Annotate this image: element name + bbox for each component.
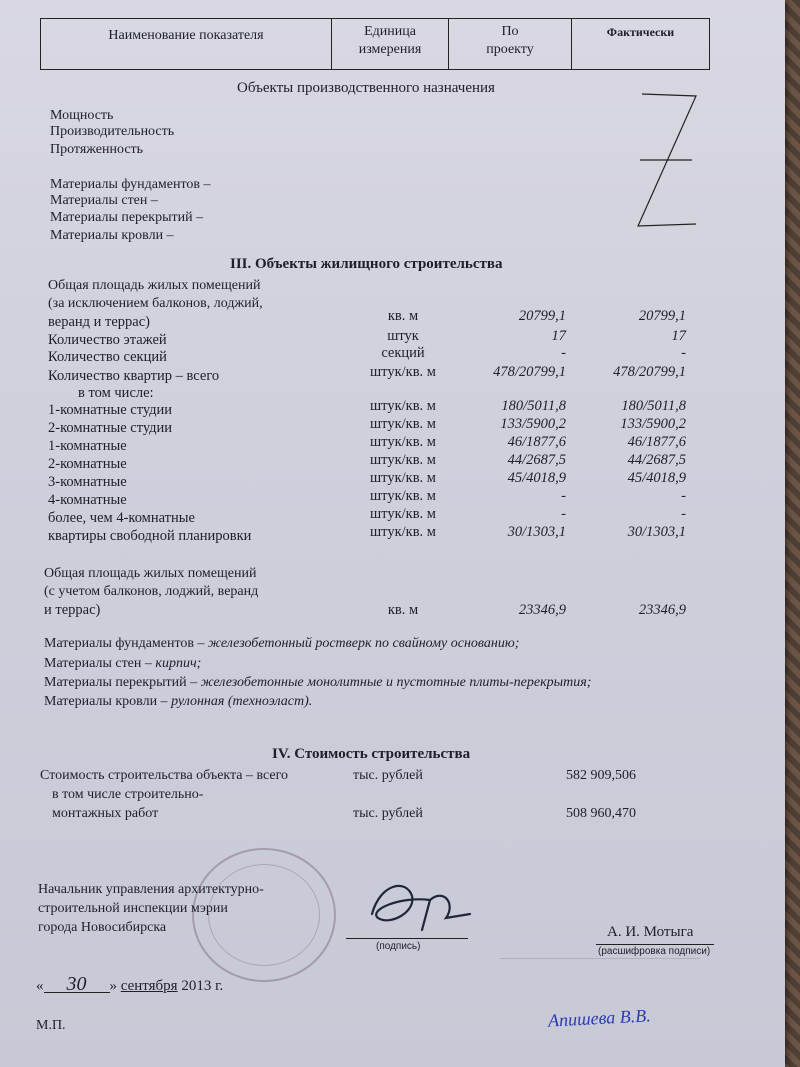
row-unit: штук/кв. м <box>370 398 436 414</box>
signature-caption: (подпись) <box>376 941 421 952</box>
row-unit: штук/кв. м <box>370 364 436 380</box>
signer-position-1: Начальник управления архитектурно- <box>38 882 264 897</box>
name-caption: (расшифровка подписи) <box>598 946 711 957</box>
housing-total-label-1: Общая площадь жилых помещений <box>44 566 257 581</box>
row-label: Количество секций <box>48 349 167 365</box>
row-fact: - <box>681 506 686 522</box>
header-col-proj-line1: По <box>501 24 519 39</box>
row-label: 2-комнатные <box>48 456 127 472</box>
cost-total-unit: тыс. рублей <box>353 768 423 783</box>
housing-area-label-3: веранд и террас) <box>48 314 151 330</box>
housing-area-proj: 20799,1 <box>518 308 566 324</box>
row-unit: штук/кв. м <box>370 488 436 504</box>
mat-roof-value: рулонная (техноэласт). <box>171 694 313 709</box>
mat-floors-label: Материалы перекрытий – <box>44 675 198 690</box>
row-fact: 133/5900,2 <box>620 416 686 432</box>
header-col-proj <box>449 19 572 69</box>
cost-total-value: 582 909,506 <box>566 768 636 783</box>
row-proj: 46/1877,6 <box>507 434 566 450</box>
row-fact: 44/2687,5 <box>627 452 686 468</box>
date-close-quote: » <box>109 978 117 994</box>
industrial-item-productivity: Производительность <box>50 124 175 139</box>
housing-area-fact: 20799,1 <box>638 308 686 324</box>
mat-roof-line <box>44 694 312 710</box>
z-strikeout-mark <box>630 88 700 230</box>
header-col-proj-line2: проекту <box>486 42 534 57</box>
row-proj: 180/5011,8 <box>501 398 566 414</box>
handwritten-signature <box>360 874 480 944</box>
row-unit: секций <box>381 345 425 361</box>
mat-floors-value: железобетонные монолитные и пустотные плиты-перекрытия; <box>200 675 592 690</box>
header-col-fact: Фактически <box>606 25 675 39</box>
cost-title: IV. Стоимость строительства <box>272 746 471 762</box>
mat-foundation-line <box>44 636 519 652</box>
header-col-name: Наименование показателя <box>41 19 332 69</box>
row-label: 3-комнатные <box>48 474 127 490</box>
row-unit: штук/кв. м <box>370 506 436 522</box>
mat-floors-line <box>44 675 591 691</box>
housing-total-proj: 23346,9 <box>518 602 566 618</box>
name-line <box>596 944 714 945</box>
row-unit: штук <box>387 328 419 344</box>
housing-total-fact: 23346,9 <box>638 602 686 618</box>
industrial-materials-walls: Материалы стен – <box>50 193 158 208</box>
cost-sub-label-2: монтажных работ <box>52 806 159 821</box>
row-fact: 180/5011,8 <box>621 398 686 414</box>
mat-foundation-value: железобетонный ростверк по свайному основанию; <box>208 636 520 651</box>
signature-line <box>346 938 468 939</box>
cost-sub-unit: тыс. рублей <box>353 806 423 821</box>
row-label: более, чем 4-комнатные <box>48 510 195 526</box>
row-proj: 45/4018,9 <box>507 470 566 486</box>
row-fact: 17 <box>671 328 686 344</box>
row-label: квартиры свободной планировки <box>48 528 252 544</box>
seal-place-mp: М.П. <box>36 1018 66 1033</box>
row-proj: 478/20799,1 <box>493 364 566 380</box>
date-year: 2013 г. <box>181 978 224 994</box>
table-row <box>0 364 785 386</box>
faint-stamp-imprint <box>500 958 700 1005</box>
header-col-unit <box>332 19 449 69</box>
housing-title: III. Объекты жилищного строительства <box>230 256 503 272</box>
row-label: 1-комнатные <box>48 438 127 454</box>
housing-area-unit: кв. м <box>387 308 419 324</box>
row-unit: штук/кв. м <box>370 452 436 468</box>
row-label: Количество этажей <box>48 332 167 348</box>
row-label: 2-комнатные студии <box>48 420 173 436</box>
row-label: 1-комнатные студии <box>48 402 173 418</box>
date-open-quote: « <box>36 978 44 994</box>
industrial-item-length: Протяженность <box>50 142 144 157</box>
row-proj: 44/2687,5 <box>507 452 566 468</box>
housing-total-label-2: (с учетом балконов, лоджий, веранд <box>44 584 259 599</box>
row-proj: - <box>561 345 566 361</box>
row-fact: 30/1303,1 <box>627 524 686 540</box>
mat-walls-line <box>44 656 201 672</box>
row-proj: - <box>561 488 566 504</box>
mat-walls-value: кирпич; <box>155 656 202 671</box>
cost-sub-label-1: в том числе строительно- <box>52 787 204 802</box>
row-unit: штук/кв. м <box>370 416 436 432</box>
row-label: в том числе: <box>78 385 154 401</box>
row-fact: 45/4018,9 <box>627 470 686 486</box>
row-label: 4-комнатные <box>48 492 127 508</box>
header-table <box>40 18 710 70</box>
row-proj: 30/1303,1 <box>507 524 566 540</box>
industrial-title: Объекты производственного назначения <box>237 80 495 96</box>
housing-total-label-3: и террас) <box>44 602 101 618</box>
row-fact: - <box>681 345 686 361</box>
header-col-unit-line2: измерения <box>358 42 422 57</box>
handwritten-note: Апишева В.В. <box>547 1005 652 1031</box>
date-day: 30 <box>44 976 110 993</box>
housing-total-row <box>0 602 785 620</box>
row-fact: 478/20799,1 <box>613 364 686 380</box>
row-unit: штук/кв. м <box>370 524 436 540</box>
industrial-materials-roof: Материалы кровли – <box>50 228 174 243</box>
row-fact: 46/1877,6 <box>627 434 686 450</box>
header-col-unit-line1: Единица <box>364 24 416 39</box>
row-unit: штук/кв. м <box>370 434 436 450</box>
industrial-item-power: Мощность <box>50 108 114 123</box>
industrial-materials-foundation: Материалы фундаментов – <box>50 177 211 192</box>
signer-position-3: города Новосибирска <box>38 920 167 935</box>
table-row <box>0 524 785 546</box>
housing-total-unit: кв. м <box>387 602 419 618</box>
row-fact: - <box>681 488 686 504</box>
mat-foundation-label: Материалы фундаментов – <box>44 636 205 651</box>
signer-position-2: строительной инспекции мэрии <box>38 901 228 916</box>
row-proj: 17 <box>551 328 566 344</box>
housing-area-label-1: Общая площадь жилых помещений <box>48 278 261 293</box>
row-unit: штук/кв. м <box>370 470 436 486</box>
cost-sub-value: 508 960,470 <box>566 806 636 821</box>
industrial-materials-floors: Материалы перекрытий – <box>50 210 204 225</box>
date-line <box>36 973 224 995</box>
mat-roof-label: Материалы кровли – <box>44 694 168 709</box>
row-proj: - <box>561 506 566 522</box>
cost-total-label: Стоимость строительства объекта – всего <box>40 768 289 783</box>
mat-walls-label: Материалы стен – <box>44 656 152 671</box>
row-label: Количество квартир – всего <box>48 368 220 384</box>
date-month: сентября <box>120 978 178 994</box>
signer-name: А. И. Мотыга <box>607 924 694 940</box>
row-proj: 133/5900,2 <box>500 416 566 432</box>
housing-area-label-2: (за исключением балконов, лоджий, <box>48 296 263 311</box>
